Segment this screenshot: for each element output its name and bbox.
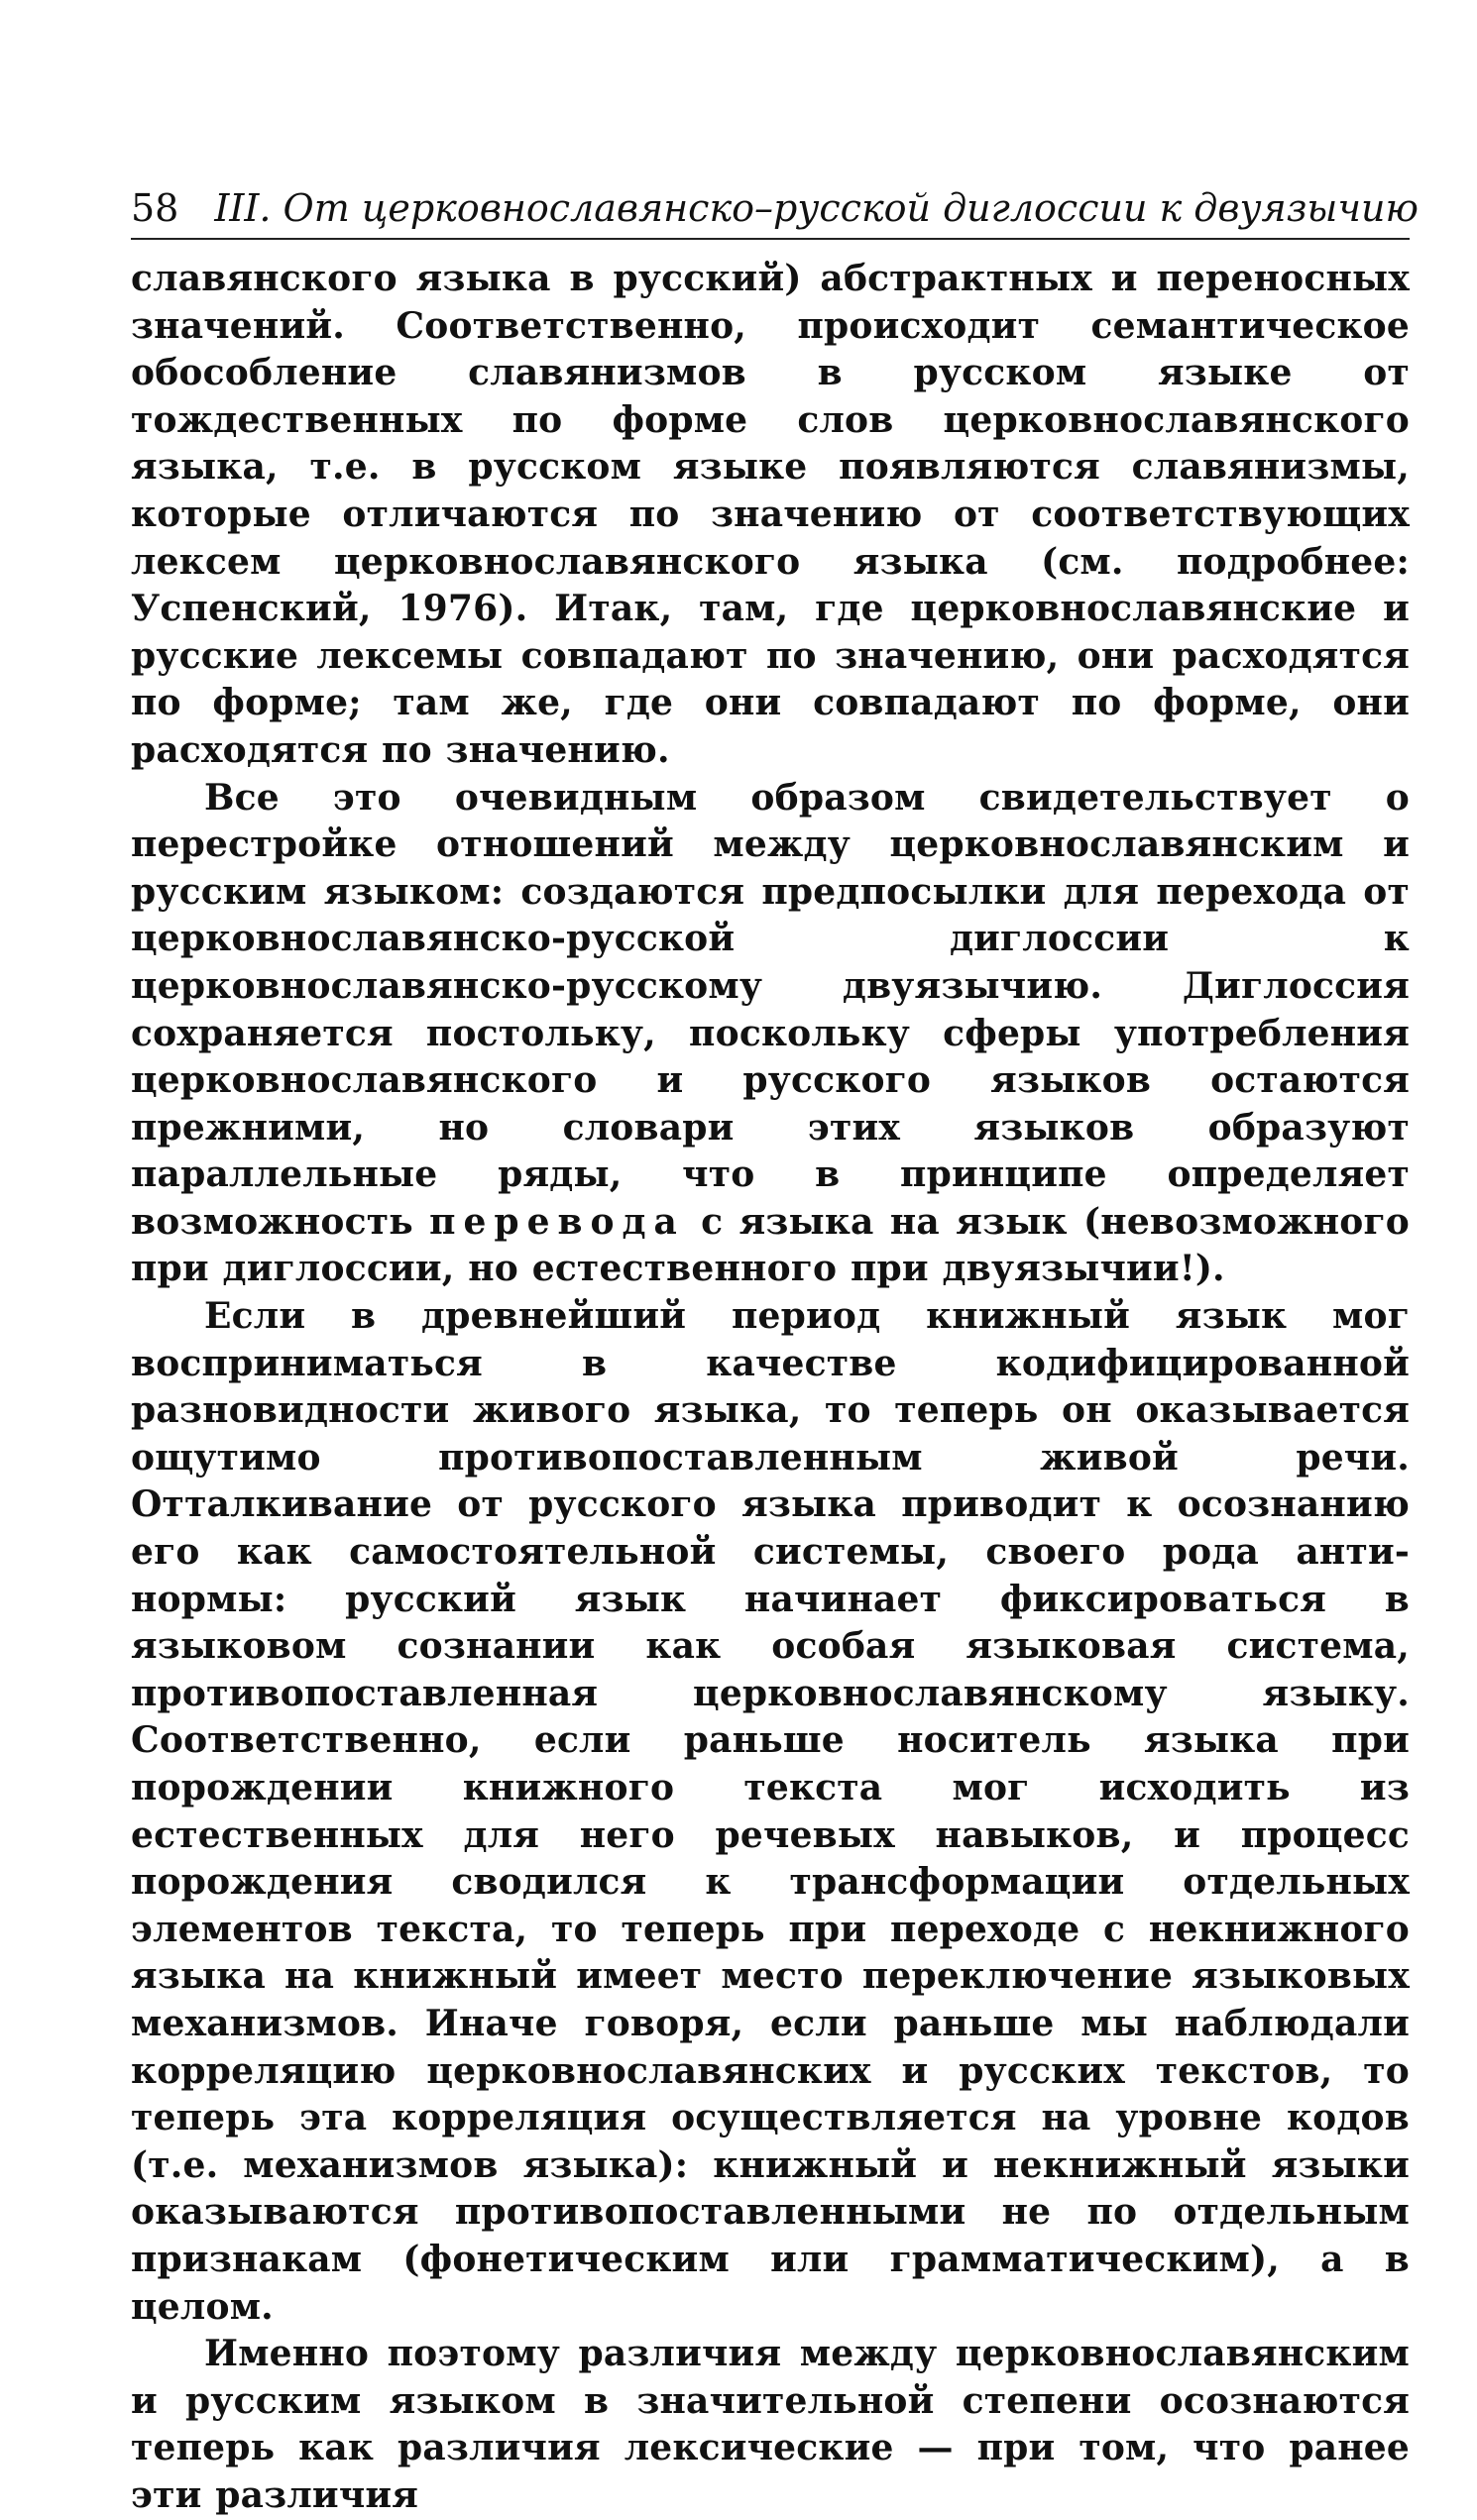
paragraph-continued: славянского языка в русский) абстрактных и переносных значений. Соответственно, происходит семантическое обособление славянизмов в русском языке от тождественных по форме слов церковнославянского языка, т.е. в русском языке появляются славянизмы, которые отличаются по значению от соответствующих лексем церковнославянского языка (см. подробнее: Успенский, 1976). Итак, там, где церковнославянские и русские лексемы совпадают по значению, они расходятся по форме; там же, где они совпадают по форме, они расходятся по значению. (131, 258, 1410, 771)
body-text (131, 256, 1410, 2520)
book-page (131, 178, 1419, 2520)
spaced-emphasis-word: перевода (429, 1200, 685, 1243)
paragraph-lexical-differences: Именно поэтому различия между церковнославянским и русским языком в значительной степени осознаются теперь как различия лексические — при том, что ранее эти различия (131, 2333, 1410, 2516)
paragraph-text-after-spaced: с языка на язык (невозможного при диглоссии, но естественного при двуязычии!). (131, 1200, 1410, 1290)
paragraph-bookish-language: Если в древнейший период книжный язык мог восприниматься в качестве кодифицированной разновидности живого языка, то теперь он оказывается ощутимо противопоставленным живой речи. Отталкивание от русского языка приводит к осознанию его как самостоятельной системы, своего рода анти-нормы: русский язык начинает фиксироваться в языковом сознании как особая языковая система, противопоставленная церковнославянскому языку. Соответственно, если раньше носитель языка при порождении книжного текста мог исходить из естественных для него речевых навыков, и процесс порождения сводился к трансформации отдельных элементов текста, то теперь при переходе с некнижного языка на книжный имеет место переключение языковых механизмов. Иначе говоря, если раньше мы наблюдали корреляцию церковнославянских и русских текстов, то теперь эта корреляция осуществляется на уровне кодов (т.е. механизмов языка): книжный и некнижный языки оказываются противопоставленными не по отдельным признакам (фонетическим или грамматическим), а в целом. (131, 1295, 1410, 2328)
page-number: 58 (131, 186, 179, 230)
chapter-title: III. От церковнославянско–русской диглоссии к двуязычию (214, 186, 1419, 230)
running-head (131, 178, 1419, 240)
paragraph-restructuring (131, 775, 1410, 1294)
paragraph-text-before-spaced: Все это очевидным образом свидетельствует о перестройке отношений между церковнославянским и русским языком: создаются предпосылки для перехода от церковнославянско-русской диглоссии к церковнославянско-русскому двуязычию. Диглоссия сохраняется постольку, поскольку сферы употребления церковнославянского и русского языков остаются прежними, но словари этих языков образуют параллельные ряды, что в принципе определяет возможность (131, 776, 1410, 1243)
